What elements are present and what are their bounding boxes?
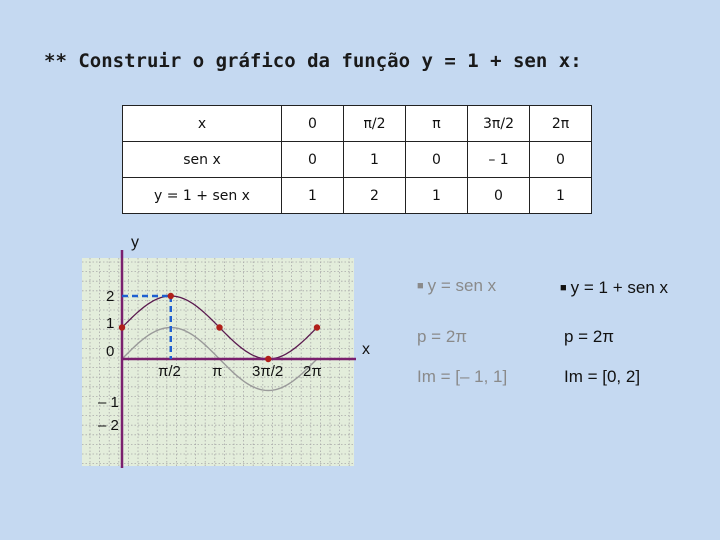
x-tick-label: 2π [303, 363, 322, 380]
x-tick-label: 3π/2 [252, 363, 284, 380]
page-title: ** Construir o gráfico da função y = 1 + sen x: [44, 50, 582, 72]
table-cell: – 1 [468, 142, 530, 178]
y-tick-label: 2 [106, 288, 115, 305]
table-cell: 3π/2 [468, 106, 530, 142]
x-tick-label: π/2 [158, 363, 181, 380]
table-cell: 1 [344, 142, 406, 178]
y-tick-label: – 2 [98, 417, 119, 434]
table-cell: 1 [406, 178, 468, 214]
table-cell: 0 [468, 178, 530, 214]
sen-period: p = 2π [417, 327, 468, 346]
table-cell: 0 [406, 142, 468, 178]
y-axis-label: y [131, 234, 139, 251]
x-tick-label: π [212, 363, 223, 380]
row-label: y = 1 + sen x [123, 178, 282, 214]
data-point [168, 293, 174, 299]
row-label: x [123, 106, 282, 142]
sen-image: Im = [– 1, 1] [417, 367, 508, 386]
table-cell: 2π [530, 106, 592, 142]
table-cell: π [406, 106, 468, 142]
shifted-title [560, 278, 668, 298]
bullet-icon: ■ [560, 282, 567, 294]
table-cell: 1 [282, 178, 344, 214]
table-cell: 0 [282, 106, 344, 142]
y-tick-label: 0 [106, 343, 115, 360]
table-cell: π/2 [344, 106, 406, 142]
sen-title-text: y = sen x [427, 276, 497, 295]
shifted-period: p = 2π [564, 327, 615, 346]
data-point [216, 324, 222, 330]
table-cell: 2 [344, 178, 406, 214]
y-tick-label: 1 [106, 315, 115, 332]
table-cell: 0 [530, 142, 592, 178]
bullet-icon: ■ [417, 280, 424, 292]
data-point [265, 356, 271, 362]
table-cell: 1 [530, 178, 592, 214]
y-tick-label: – 1 [98, 394, 119, 411]
sen-title [417, 276, 496, 296]
shifted-image: Im = [0, 2] [564, 367, 641, 386]
data-point [314, 324, 320, 330]
data-point [119, 324, 125, 330]
row-label: sen x [123, 142, 282, 178]
table-cell: 0 [282, 142, 344, 178]
shifted-title-text: y = 1 + sen x [570, 278, 668, 297]
x-axis-label: x [362, 341, 370, 358]
